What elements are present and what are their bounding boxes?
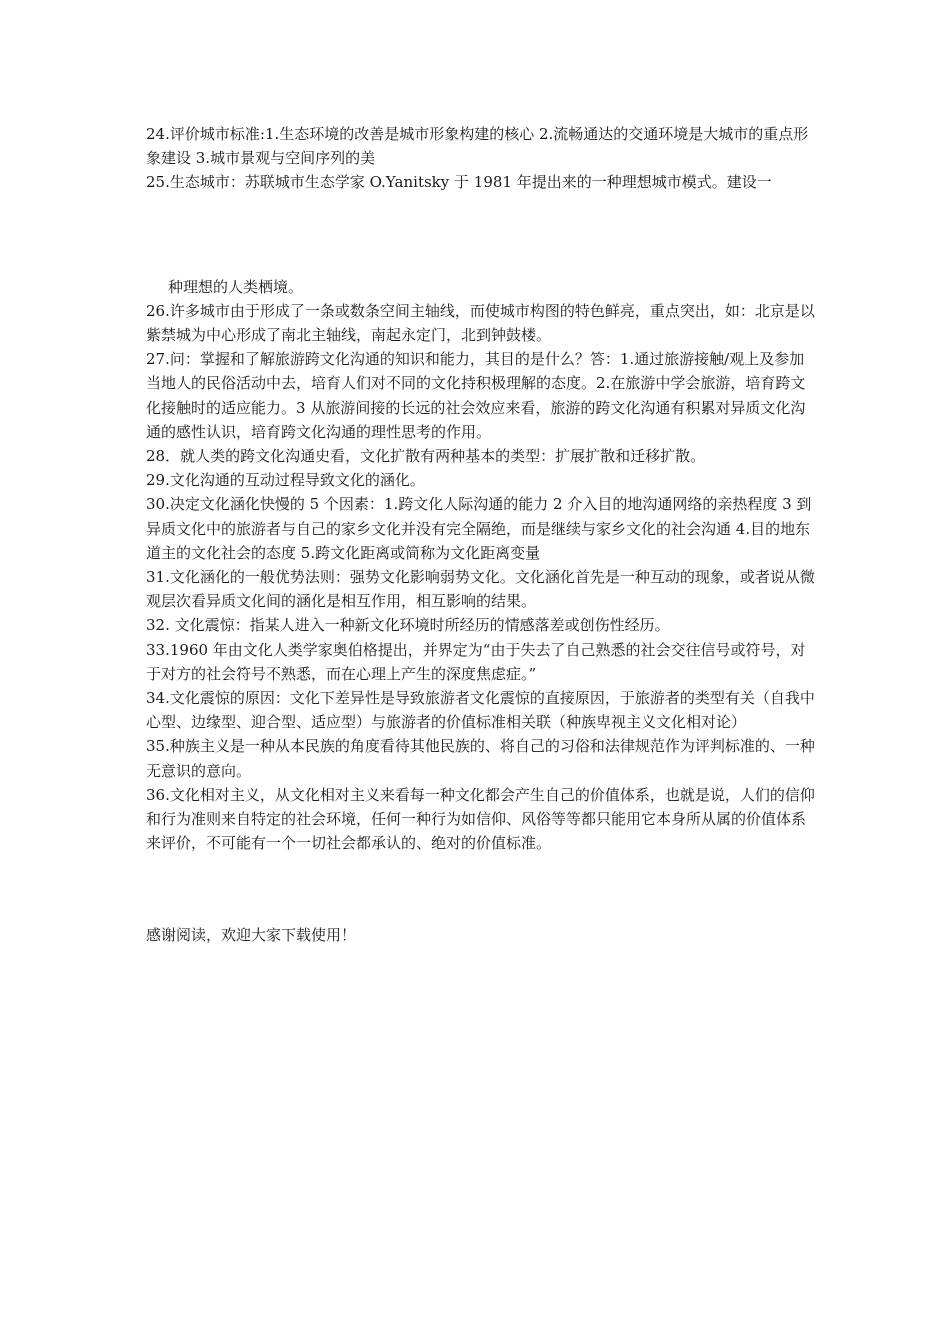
paragraph-36: 36.文化相对主义，从文化相对主义来看每一种文化都会产生自己的价值体系，也就是说，人们的信仰和行为准则来自特定的社会环境，任何一种行为如信仰、风俗等等都只能用它本身所从属的价值体系来评价，不可能有一个一切社会都承认的、绝对的价值标准。 [146,785,815,853]
paragraph-31: 31.文化涵化的一般优势法则：强势文化影响弱势文化。文化涵化首先是一种互动的现象，或者说从微观层次看异质文化间的涵化是相互作用，相互影响的结果。 [146,568,815,611]
page-break-gap [146,195,818,275]
paragraph-35: 35.种族主义是一种从本民族的角度看待其他民族的、将自己的习俗和法律规范作为评判标准的、一种无意识的意向。 [146,737,815,780]
paragraph-34: 34.文化震惊的原因：文化下差异性是导致旅游者文化震惊的直接原因，于旅游者的类型有关（自我中心型、边缘型、迎合型、适应型）与旅游者的价值标准相关联（种族卑视主义文化相对论） [146,689,815,732]
closing-note: 感谢阅读，欢迎大家下载使用！ [146,926,357,945]
paragraph-33: 33.1960 年由文化人类学家奥伯格提出，并界定为“由于失去了自己熟悉的社会交往信号或符号，对于对方的社会符号不熟悉，而在心理上产生的深度焦虑症。” [146,640,806,683]
paragraph-24: 24.评价城市标准:1.生态环境的改善是城市形象构建的核心 2.流畅通达的交通环境是大城市的重点形象建设 3.城市景观与空间序列的美 [146,125,809,168]
paragraph-32: 32. 文化震惊：指某人进入一种新文化环境时所经历的情感落差或创伤性经历。 [146,616,670,635]
paragraph-26: 26.许多城市由于形成了一条或数条空间主轴线，而使城市构图的特色鲜亮，重点突出，如：北京是以紫禁城为中心形成了南北主轴线，南起永定门，北到钟鼓楼。 [146,301,815,345]
closing-gap [146,855,818,923]
paragraph-27: 27.问：掌握和了解旅游跨文化沟通的知识和能力，其目的是什么？答：1.通过旅游接触/观上及参加当地人的民俗活动中去，培育人们对不同的文化持积极理解的态度。2.在旅游中学会旅游，培育跨文化接触时的适应能力。3 从旅游间接的长远的社会效应来看，旅游的跨文化沟通有积累对异质文化沟通的感性认识，培育跨文化沟通的理性思考的作用。 [146,350,806,441]
document-body [146,122,818,948]
paragraph-25-continuation: 种理想的人类栖境。 [168,277,304,296]
paragraph-28: 28．就人类的跨文化沟通史看，文化扩散有两种基本的类型：扩展扩散和迁移扩散。 [146,447,706,466]
paragraph-29: 29.文化沟通的互动过程导致文化的涵化。 [146,471,425,490]
paragraph-25: 25.生态城市：苏联城市生态学家 O.Yanitsky 于 1981 年提出来的一种理想城市模式。建设一 [146,173,772,192]
paragraph-30: 30.决定文化涵化快慢的 5 个因素：1.跨文化人际沟通的能力 2 介入目的地沟通网络的亲热程度 3 到异质文化中的旅游者与自己的家乡文化并没有完全隔绝，而是继续与家乡文化的社会沟通 4.目的地东道主的文化社会的态度 5.跨文化距离或简称为文化距离变量 [146,495,812,562]
